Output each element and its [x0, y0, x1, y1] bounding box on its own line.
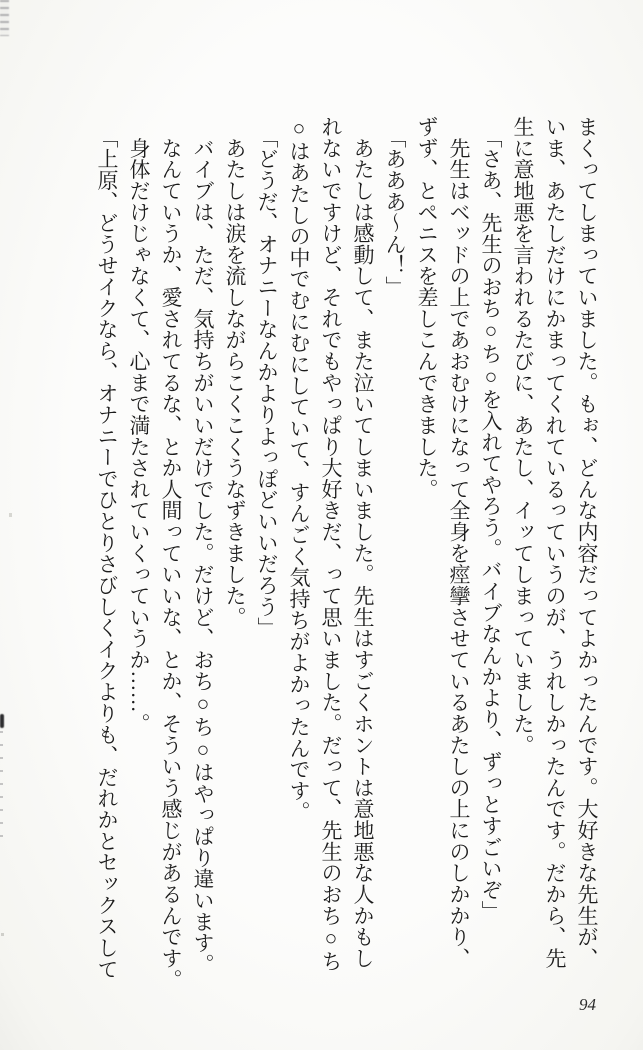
text-column-11: 「どうだ、オナニーなんかよりよっぽどいいだろう」 — [255, 116, 279, 639]
text-column-12: あたしは涙を流しながらこくこくうなずきました。 — [223, 116, 247, 628]
text-column-4: 「さあ、先生のおち○ち○を入れてやろう。バイブなんかより、ずっとすごいぞ」 — [479, 116, 503, 922]
scan-artifact-left-edge-mark — [0, 714, 4, 728]
text-column-6: ずず、とペニスを差しこんできました。 — [415, 116, 439, 500]
scan-artifact-left-speckles — [0, 731, 3, 843]
text-column-7: 「あああ〜ん！」 — [383, 116, 407, 298]
text-column-15: 身体だけじゃなくて、心まで満たされていくっていうか……。 — [127, 116, 151, 735]
text-column-9: れないですけど、それでもやっぱり大好きだ、って思いました。だって、先生のおち○ち — [319, 116, 343, 972]
text-column-10: ○はあたしの中でむにむにしていて、すんごく気持ちがよかったんです。 — [287, 116, 311, 823]
text-column-16: 「上原、どうせイクなら、オナニーでひとりさびしくイクよりも、だれかとセックスして — [95, 116, 119, 980]
text-column-14: なんていうか、愛されてるな、とか人間っていいな、とか、そういう感じがあるんです。 — [159, 116, 183, 991]
text-column-13: バイブは、ただ、気持ちがいいだけでした。だけど、おち○ち○はやっぱり違います。 — [191, 116, 215, 975]
text-column-5: 先生はベッドの上であおむけになって全身を痙攣させているあたしの上にのしかかり、 — [447, 116, 471, 969]
text-column-3: 生に意地悪を言われるたびに、あたし、イッてしまっていました。 — [511, 116, 535, 756]
page-number: 94 — [579, 995, 596, 1014]
scan-artifact-dot — [9, 513, 12, 517]
text-column-2: いま、あたしだけにかまってくれているっていうのが、うれしかったんです。だから、先 — [543, 116, 567, 969]
scan-artifact-dot — [1, 933, 4, 936]
text-column-8: あたしは感動して、また泣いてしまいました。先生はすごくホントは意地悪な人かもし — [351, 116, 375, 969]
body-text — [91, 116, 603, 996]
scan-artifact-top-left-streaks — [0, 0, 9, 36]
text-column-1: まくってしまっていました。もぉ、どんな内容だってよかったんです。大好きな先生が、 — [575, 116, 599, 969]
